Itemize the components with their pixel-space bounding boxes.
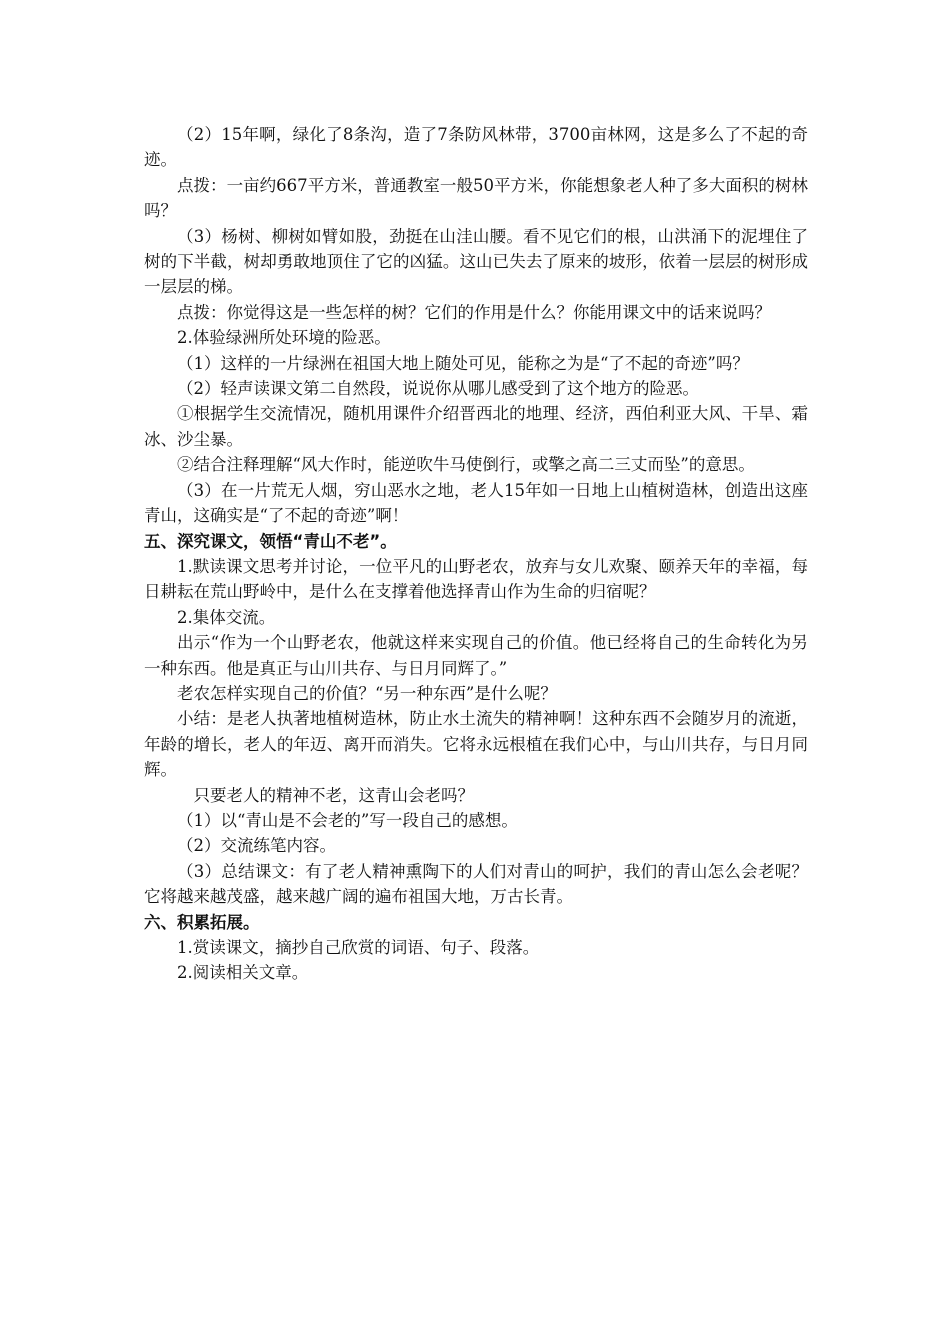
section-heading-six: 六、积累拓展。 [144,912,260,932]
paragraph-copy-phrases: 1.赏读课文，摘抄自己欣赏的词语、句子、段落。 [177,938,540,957]
paragraph-share-writing: （2）交流练笔内容。 [177,836,336,856]
paragraph-experience-environment: 2.体验绿洲所处环境的险恶。 [177,328,391,348]
paragraph-trees-description: （3）杨树、柳树如臂如股，劲挺在山洼山腰。看不见它们的根，山洪涌下的泥埋住了树的下半截，树却勇敢地顶住了它的凶猛。这山已失去了原来的坡形，依着一层层的树形成一层层的梯。 [144,226,808,297]
paragraph-related-reading: 2.阅读相关文章。 [177,963,309,983]
paragraph-question-oasis: （1）这样的一片绿洲在祖国大地上随处可见，能称之为是“了不起的奇迹”吗？ [177,353,749,373]
paragraph-silent-reading: 1.默读课文思考并讨论，一位平凡的山野老农，放弃与女儿欢聚、颐养天年的幸福，每日耕耘在荒山野岭中，是什么在支撑着他选择青山作为生命的归宿呢？ [144,556,808,602]
paragraph-annotation: ②结合注释理解“风大作时，能逆吹牛马使倒行，或擎之高二三丈而坠”的意思。 [177,455,755,475]
document-page [144,122,808,986]
paragraph-hint-trees: 点拨：你觉得这是一些怎样的树？它们的作用是什么？你能用课文中的话来说吗？ [177,302,771,322]
section-heading-five: 五、深究课文，领悟“青山不老”。 [144,531,397,551]
paragraph-show-quote: 出示“作为一个山野老农，他就这样来实现自己的价值。他已经将自己的生命转化为另一种东西。他是真正与山川共存、与日月同辉了。” [144,633,808,678]
paragraph-conclusion: （3）总结课文：有了老人精神熏陶下的人们对青山的呵护，我们的青山怎么会老呢？它将越来越茂盛，越来越广阔的遍布祖国大地，万古长青。 [144,861,808,907]
paragraph-miracle-numbers: （2）15年啊，绿化了8条沟，造了7条防风林带，3700亩林网，这是多么了不起的奇迹。 [144,125,808,170]
paragraph-spirit-question: 只要老人的精神不老，这青山会老吗？ [193,785,474,805]
paragraph-write-reflection: （1）以“青山是不会老的”写一段自己的感想。 [177,810,518,830]
paragraph-value-question: 老农怎样实现自己的价值？“另一种东西”是什么呢？ [177,683,557,703]
paragraph-read-second: （2）轻声读课文第二自然段，说说你从哪儿感受到了这个地方的险恶。 [177,379,699,399]
paragraph-group-discussion: 2.集体交流。 [177,607,276,627]
paragraph-summary: 小结：是老人执著地植树造林，防止水土流失的精神啊！这种东西不会随岁月的流逝，年龄的增长，老人的年迈、离开而消失。它将永远根植在我们心中，与山川共存，与日月同辉。 [144,709,808,780]
paragraph-miracle-summary: （3）在一片荒无人烟，穷山恶水之地，老人15年如一日地上山植树造林，创造出这座青山，这确实是“了不起的奇迹”啊！ [144,480,808,526]
paragraph-geography: ①根据学生交流情况，随机用课件介绍晋西北的地理、经济，西伯利亚大风、干旱、霜冰、沙尘暴。 [144,404,808,449]
paragraph-hint-area: 点拨：一亩约667平方米，普通教室一般50平方米，你能想象老人种了多大面积的树林吗？ [144,175,808,221]
